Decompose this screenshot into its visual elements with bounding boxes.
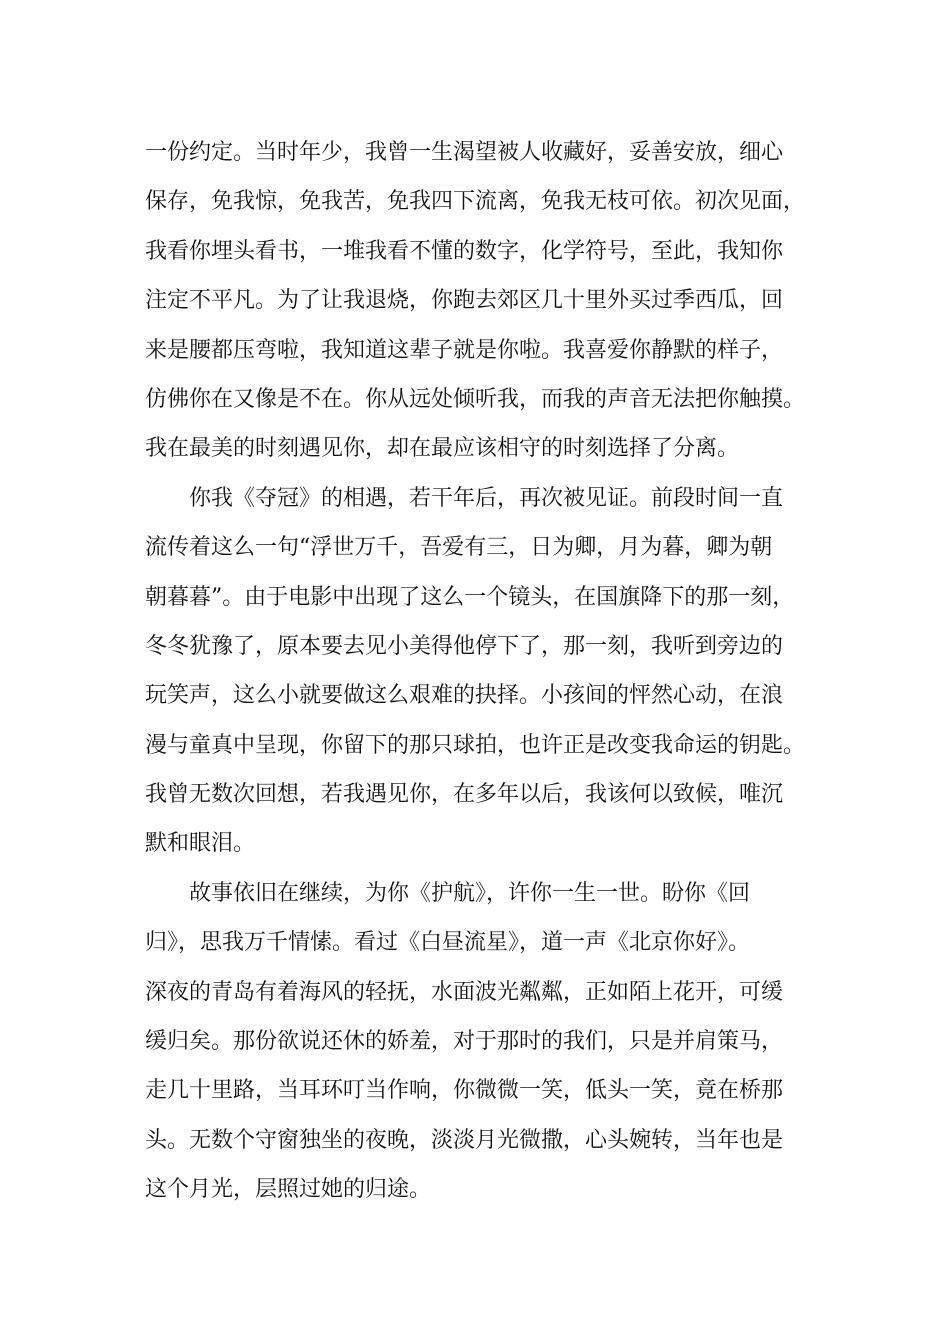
text-line: 缓归矣。那份欲说还休的娇羞，对于那时的我们，只是并肩策马， <box>145 1029 784 1055</box>
text-line: 流传着这么一句“浮世万千，吾爱有三，日为卿，月为暮，卿为朝 <box>145 535 773 561</box>
paragraph-start-line: 故事依旧在继续，为你《护航》，许你一生一世。盼你《回 <box>189 880 751 906</box>
text-line: 注定不平凡。为了让我退烧，你跑去郊区几十里外买过季西瓜，回 <box>145 288 784 314</box>
text-line: 仿佛你在又像是不在。你从远处倾听我，而我的声音无法把你触摸。 <box>145 386 806 412</box>
text-line: 来是腰都压弯啦，我知道这辈子就是你啦。我喜爱你静默的样子， <box>145 337 784 363</box>
paragraph-start-line: 你我《夺冠》的相遇，若干年后，再次被见证。前段时间一直 <box>189 485 784 511</box>
text-line: 深夜的青岛有着海风的轻抚，水面波光粼粼，正如陌上花开，可缓 <box>145 979 784 1005</box>
body-text <box>145 128 815 1215</box>
text-line: 朝暮暮”。由于电影中出现了这么一个镜头，在国旗降下的那一刻， <box>145 584 795 610</box>
text-line: 我在最美的时刻遇见你，却在最应该相守的时刻选择了分离。 <box>145 436 740 462</box>
text-line: 漫与童真中呈现，你留下的那只球拍，也许正是改变我命运的钥匙。 <box>145 732 806 758</box>
text-line: 头。无数个守窗独坐的夜晚，淡淡月光微撒，心头婉转，当年也是 <box>145 1127 784 1153</box>
text-line: 保存，免我惊，免我苦，免我四下流离，免我无枝可依。初次见面， <box>145 189 806 215</box>
text-line: 这个月光，层照过她的归途。 <box>145 1177 432 1203</box>
text-line: 冬冬犹豫了，原本要去见小美得他停下了，那一刻，我听到旁边的 <box>145 633 784 659</box>
text-line: 归》，思我万千情愫。看过《白昼流星》，道一声《北京你好》。 <box>145 930 751 956</box>
text-line: 我看你埋头看书，一堆我看不懂的数字，化学符号，至此，我知你 <box>145 238 784 264</box>
text-line: 玩笑声，这么小就要做这么艰难的抉择。小孩间的怦然心动，在浪 <box>145 683 784 709</box>
text-line: 走几十里路，当耳环叮当作响，你微微一笑，低头一笑，竟在桥那 <box>145 1078 784 1104</box>
text-line: 默和眼泪。 <box>145 831 256 857</box>
text-line: 我曾无数次回想，若我遇见你，在多年以后，我该何以致候，唯沉 <box>145 782 784 808</box>
text-line: 一份约定。当时年少，我曾一生渴望被人收藏好，妥善安放，细心 <box>145 140 784 165</box>
